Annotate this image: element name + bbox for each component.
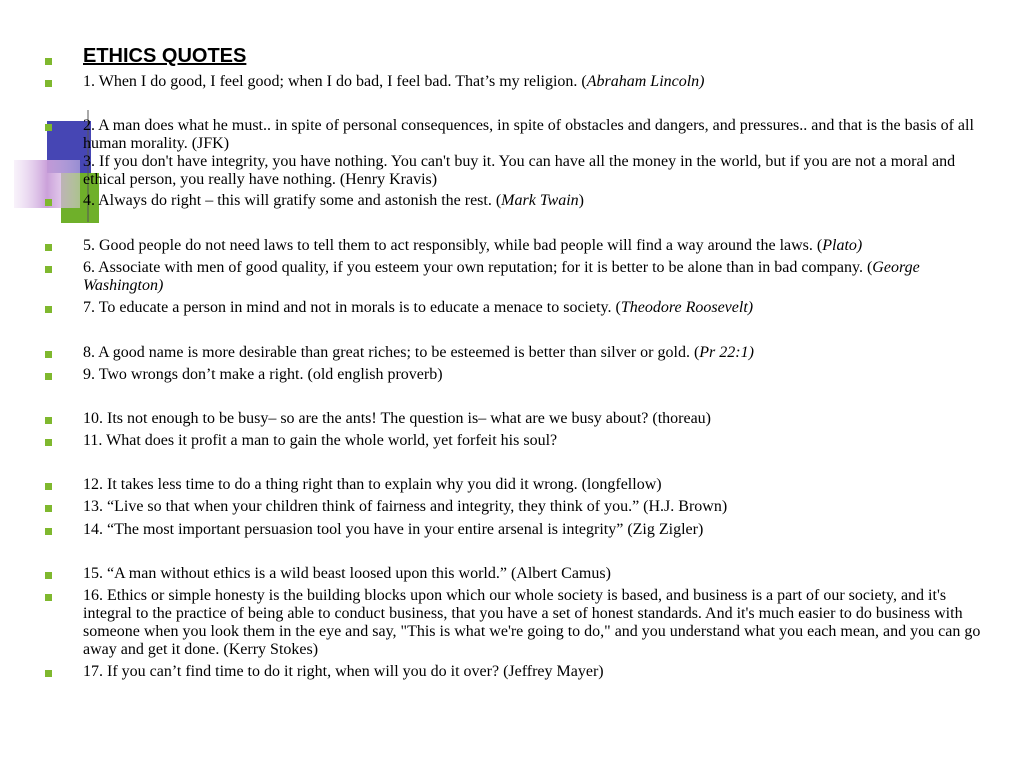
quote-text: 2. A man does what he must.. in spite of personal consequences, in spite of obstacles and dangers, and pressures.. and that is the basis of all human morality. (JFK) 3. If you don't have integrity, you have nothing. You can't buy it. You can have all the money in the world, but if you are not a moral and ethical person, you really have nothing. (Henry Kravis) bbox=[83, 117, 974, 188]
bullet-icon bbox=[45, 528, 52, 535]
bullet-icon bbox=[45, 505, 52, 512]
quote-text: 10. Its not enough to be busy– so are the ants! The question is– what are we busy about? (thoreau) bbox=[83, 410, 711, 427]
bullet-icon bbox=[45, 439, 52, 446]
quote-text: 4. Always do right – this will gratify some and astonish the rest. (Mark Twain) bbox=[83, 192, 584, 209]
bullet-icon bbox=[45, 572, 52, 579]
quote-text: 9. Two wrongs don’t make a right. (old english proverb) bbox=[83, 366, 443, 383]
quote-text: 14. “The most important persuasion tool you have in your entire arsenal is integrity” (Zig Zigler) bbox=[83, 521, 704, 538]
bullet-icon bbox=[45, 373, 52, 380]
bullet-icon bbox=[45, 594, 52, 601]
bullet-icon bbox=[45, 670, 52, 677]
bullet-icon bbox=[45, 244, 52, 251]
quote-text: 5. Good people do not need laws to tell them to act responsibly, while bad people will find a way around the laws. (Plato) bbox=[83, 237, 863, 254]
bullet-icon bbox=[45, 199, 52, 206]
quote-text: 13. “Live so that when your children think of fairness and integrity, they think of you.” (H.J. Brown) bbox=[83, 498, 728, 515]
quote-text: 12. It takes less time to do a thing right than to explain why you did it wrong. (longfellow) bbox=[83, 476, 662, 493]
quote-text: 17. If you can’t find time to do it right, when will you do it over? (Jeffrey Mayer) bbox=[83, 663, 604, 680]
bullet-icon bbox=[45, 266, 52, 273]
bullet-icon bbox=[45, 351, 52, 358]
bullet-icon bbox=[45, 306, 52, 313]
quote-text: 1. When I do good, I feel good; when I do bad, I feel bad. That’s my religion. (Abraham Lincoln) bbox=[83, 73, 705, 90]
bullet-icon bbox=[45, 80, 52, 87]
bullet-icon bbox=[45, 483, 52, 490]
bullet-icon bbox=[45, 417, 52, 424]
quote-text: 7. To educate a person in mind and not in morals is to educate a menace to society. (Theodore Roosevelt) bbox=[83, 299, 754, 316]
bullet-icon bbox=[45, 58, 52, 65]
bullet-icon bbox=[45, 124, 52, 131]
quote-text: 16. Ethics or simple honesty is the building blocks upon which our whole society is based, and business is a part of our society, and it's integral to the practice of being able to conduct business, that you have a set of honest standards. And it's much easier to do business with someone when you look them in the eye and say, "This is what we're going to do," and you understand what you each mean, and you can go away and get it done. (Kerry Stokes) bbox=[83, 587, 981, 658]
quote-text: 8. A good name is more desirable than great riches; to be esteemed is better than silver or gold. (Pr 22:1) bbox=[83, 344, 754, 361]
page-title: ETHICS QUOTES bbox=[83, 45, 247, 67]
quote-text: 6. Associate with men of good quality, if you esteem your own reputation; for it is better to be alone than in bad company. (George Washington) bbox=[83, 259, 920, 294]
quote-text: 11. What does it profit a man to gain the whole world, yet forfeit his soul? bbox=[83, 432, 558, 449]
quote-text: 15. “A man without ethics is a wild beast loosed upon this world.” (Albert Camus) bbox=[83, 565, 611, 582]
